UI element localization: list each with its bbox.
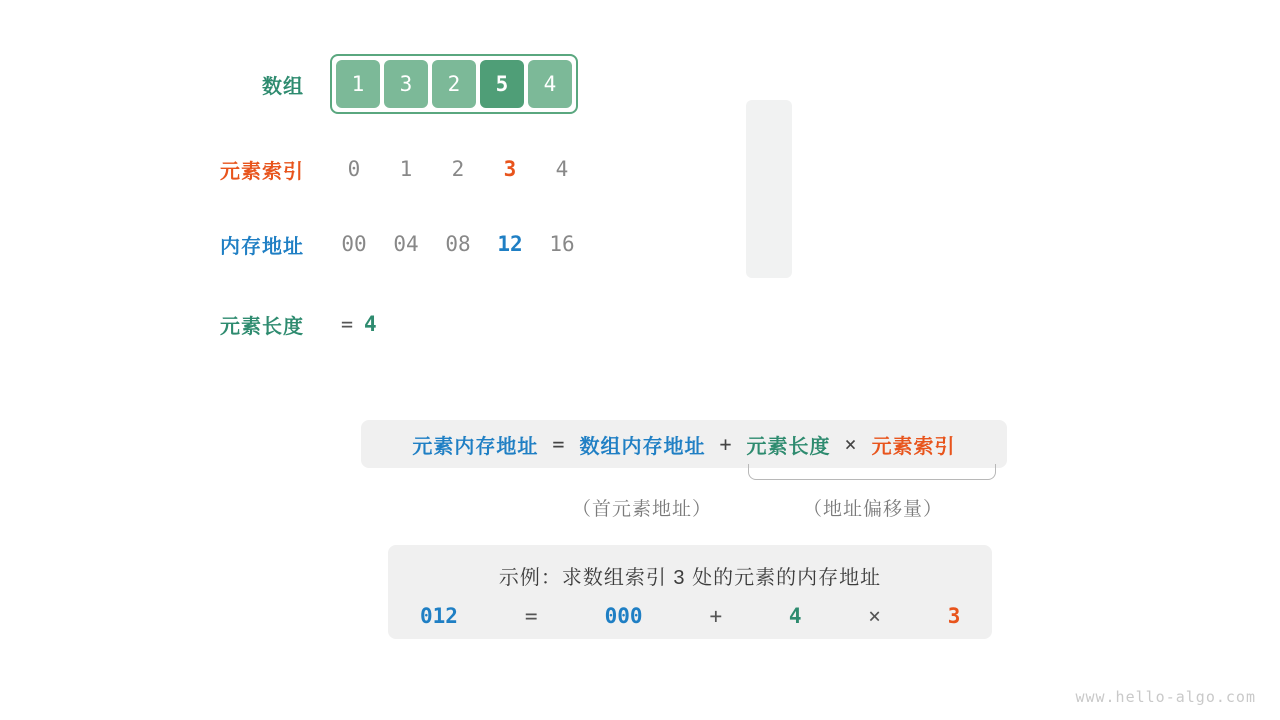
address-value: 00 — [341, 232, 367, 256]
index-value: 2 — [451, 157, 465, 181]
address-value: 16 — [549, 232, 575, 256]
array-row-label: 数组 — [262, 75, 304, 98]
example-element-length: 4 — [788, 604, 802, 628]
example-panel — [388, 545, 992, 639]
array-cell: 3 — [384, 60, 428, 108]
index-values — [330, 157, 586, 181]
formula-plus: + — [719, 432, 733, 456]
array-cell: 1 — [336, 60, 380, 108]
index-row-label: 元素索引 — [220, 160, 304, 183]
element-length-value: 4 — [364, 312, 377, 336]
index-value-selected: 3 — [503, 157, 517, 181]
formula-term-element-index: 元素索引 — [871, 435, 956, 458]
caption-first-element-address: （首元素地址） — [571, 499, 712, 520]
address-row — [0, 216, 586, 272]
highlight-column — [746, 100, 792, 278]
address-value-selected: 12 — [497, 232, 523, 256]
element-length-row — [0, 296, 377, 352]
formula-term-element-length: 元素长度 — [746, 435, 831, 458]
formula-term-array-address: 数组内存地址 — [579, 435, 706, 458]
formula-term-element-address: 元素内存地址 — [412, 435, 539, 458]
formula-times: × — [844, 432, 858, 456]
address-row-label: 内存地址 — [220, 235, 304, 258]
example-equals: = — [524, 604, 538, 628]
index-value: 1 — [399, 157, 413, 181]
example-times: × — [868, 604, 881, 628]
array-row — [0, 56, 578, 112]
example-result: 012 — [419, 604, 458, 628]
example-index: 3 — [947, 604, 961, 628]
example-base-address: 000 — [604, 604, 643, 628]
address-value: 08 — [445, 232, 471, 256]
array-frame — [330, 54, 578, 114]
caption-address-offset: （地址偏移量） — [802, 499, 943, 520]
offset-brace — [748, 464, 996, 480]
address-formula — [361, 420, 1007, 468]
array-cell: 2 — [432, 60, 476, 108]
index-value: 0 — [347, 157, 361, 181]
index-row — [0, 141, 586, 197]
example-equation — [388, 604, 992, 628]
address-values — [330, 232, 586, 256]
array-cell: 4 — [528, 60, 572, 108]
array-cell-selected: 5 — [480, 60, 524, 108]
element-length-equals: = — [340, 312, 354, 336]
address-value: 04 — [393, 232, 419, 256]
example-title: 示例：求数组索引 3 处的元素的内存地址 — [498, 567, 882, 589]
index-value: 4 — [555, 157, 569, 181]
example-plus: + — [709, 604, 723, 628]
watermark: www.hello-algo.com — [1075, 688, 1256, 706]
formula-equals: = — [552, 432, 566, 456]
element-length-label: 元素长度 — [220, 315, 304, 338]
